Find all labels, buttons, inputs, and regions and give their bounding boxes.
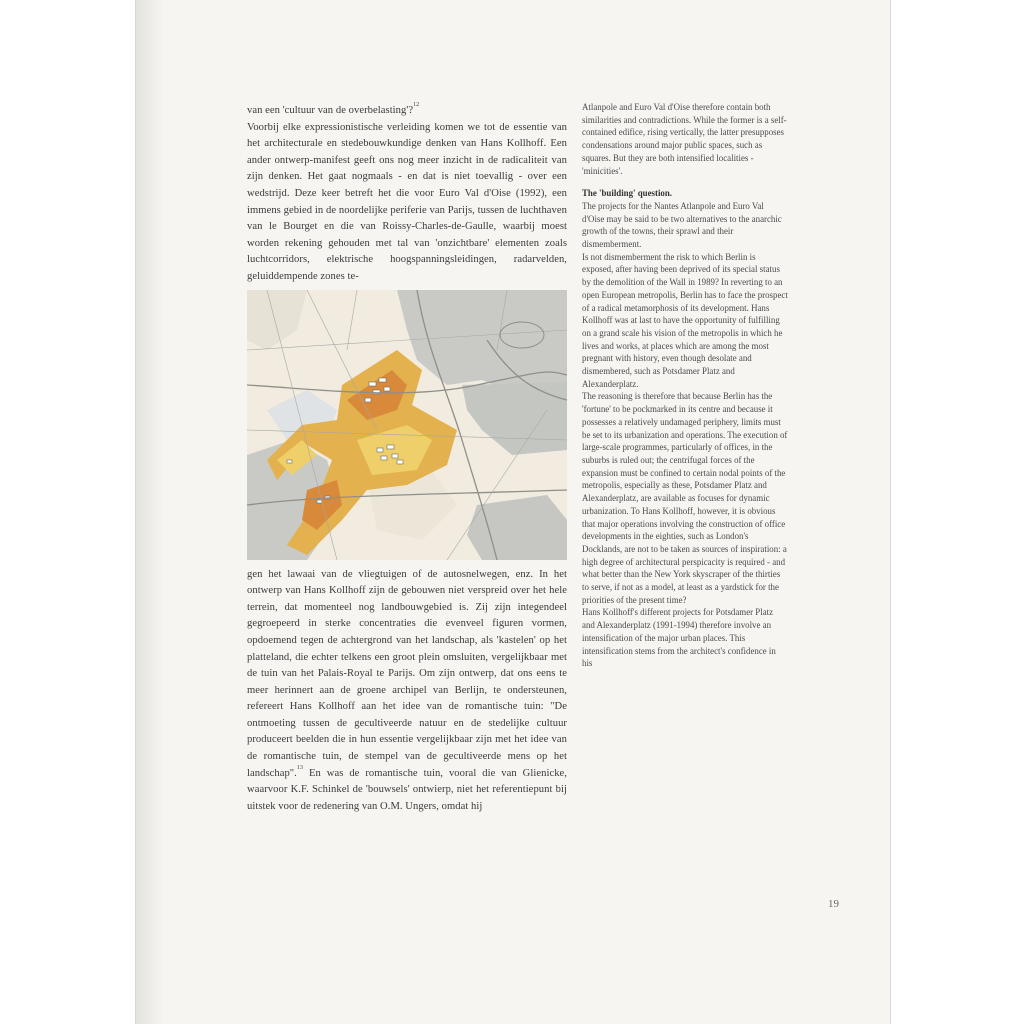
site-plan-map-icon: [247, 290, 567, 560]
left-bottom-text-part2: En was de romantische tuin, vooral die van Glienicke, waarvoor K.F. Schinkel de 'bouwsels' ontwierp, niet het referentiepunt bij uitstek voor de redenering van O.M. Ungers, omdat hij: [247, 767, 567, 812]
right-paragraph-2: Is not dismemberment the risk to which Berlin is exposed, after having been deprived of its special status by the demolition of the Wall in 1989? In reverting to an open European metropolis, Berlin has to face the prospect of a radical metamorphosis of its development. Hans Kollhoff was at last to have the opportunity of fulfilling on a grand scale his vision of the metropolis in which he lives and works, at places which are among the most pregnant with history, even though desolate and dismembered, such as Potsdamer Platz and Alexanderplatz.: [582, 251, 788, 389]
right-column-english-text: [582, 101, 788, 670]
right-intro-paragraph: Atlanpole and Euro Val d'Oise therefore contain both similarities and contradictions. While the former is a self-contained edifice, rising vertically, the latter presupposes condensations around major public spaces, such as squares. But they are both intensified localities - 'minicities'.: [582, 102, 787, 176]
left-bottom-paragraph: [247, 567, 567, 816]
binding-shadow: [136, 0, 164, 1024]
left-bottom-text-part1: gen het lawaai van de vliegtuigen of de autosnelwegen, enz. In het ontwerp van Hans Kollhoff zijn de gebouwen niet verspreid over het hele terrein, dat momenteel nog landbouwgebied is. Zij zijn integendeel gegroepeerd in sterke concentraties die evenveel figuren vormen, opdoemend tegen de achtergrond van het landschap, als 'kastelen' op het platteland, die echter telkens een groot plein omsluiten, vergelijkbaar met de tuin van het Palais-Royal te Parijs. Om zijn ontwerp, dat ons eens te meer herinnert aan de groene archipel van Berlijn, te ondersteunen, refereert Hans Kollhoff aan het idee van de romantische tuin: "De ontmoeting tussen de gecultiveerde natuur en de stedelijke cultuur produceert beelden die in hun essentie vergelijkbaar zijn met het idee van de romantische tuin, de stempel van de gecultiveerde mens op het landschap".: [247, 568, 567, 779]
footnote-marker-13: 13: [296, 764, 303, 771]
site-plan-map-figure: [247, 290, 567, 560]
field-zone-northwest: [247, 290, 307, 350]
left-first-line-text: van een 'cultuur van de overbelasting'?: [247, 105, 414, 116]
right-paragraph-4: Hans Kollhoff's different projects for Potsdamer Platz and Alexanderplatz (1991-1994) therefore involve an intensification of the major urban places. This intensification stems from the architect's confidence in his: [582, 607, 776, 669]
right-paragraph-3: The reasoning is therefore that because Berlin has the 'fortune' to be pockmarked in its centre and because it possesses a relatively undamaged periphery, limits must be set to its urbanization and operations. The execution of large-scale programmes, particularly of offices, in the suburbs is ruled out; the centrifugal forces of the expansion must be confined to certain nodal points of the metropolis, especially as these, Potsdamer Platz and Alexanderplatz, are available as focuses for dynamic urbanization. To Hans Kollhoff, however, it is obvious that major operations involving the construction of office developments in the eighties, such as London's Docklands, are not to be taken as sources of inspiration: a high degree of architectural perspicacity is required - and what better than the New York skyscraper of the thirties to serve, if not as a model, at least as a yardstick for the priorities of the present time?: [582, 391, 788, 605]
urban-zone-east: [462, 382, 567, 455]
urban-zone-north: [397, 290, 567, 395]
page-number: 19: [828, 898, 839, 910]
right-paragraph-1: The projects for the Nantes Atlanpole and Euro Val d'Oise may be said to be two alternatives to the anarchic growth of the towns, their sprawl and their dismemberment.: [582, 200, 782, 250]
book-page: [135, 0, 891, 1024]
left-first-line: [247, 103, 567, 120]
section-heading: The 'building' question.: [582, 188, 673, 199]
footnote-marker-12: 12: [413, 102, 420, 108]
left-top-paragraph: Voorbij elke expressionistische verleiding komen we tot de essentie van het architecturale en stedebouwkundige denken van Hans Kollhoff. Een ander ontwerp-manifest geeft ons nog meer inzicht in de radicaliteit van zijn denken. Het gaat nogmaals - en dat is niet toevallig - over een wedstrijd. Deze keer betreft het die voor Euro Val d'Oise (1992), een immens gebied in de noordelijke periferie van Parijs, tussen de luchthaven van le Bourget en die van Roissy-Charles-de-Gaulle, waarbij moest worden rekening gehouden met tal van 'onzichtbare' elementen zoals luchtcorridors, elektrische hoogspanningsleidingen, radarvelden, geluiddempende zones te-: [247, 121, 567, 282]
left-column-dutch-text: [247, 103, 567, 815]
